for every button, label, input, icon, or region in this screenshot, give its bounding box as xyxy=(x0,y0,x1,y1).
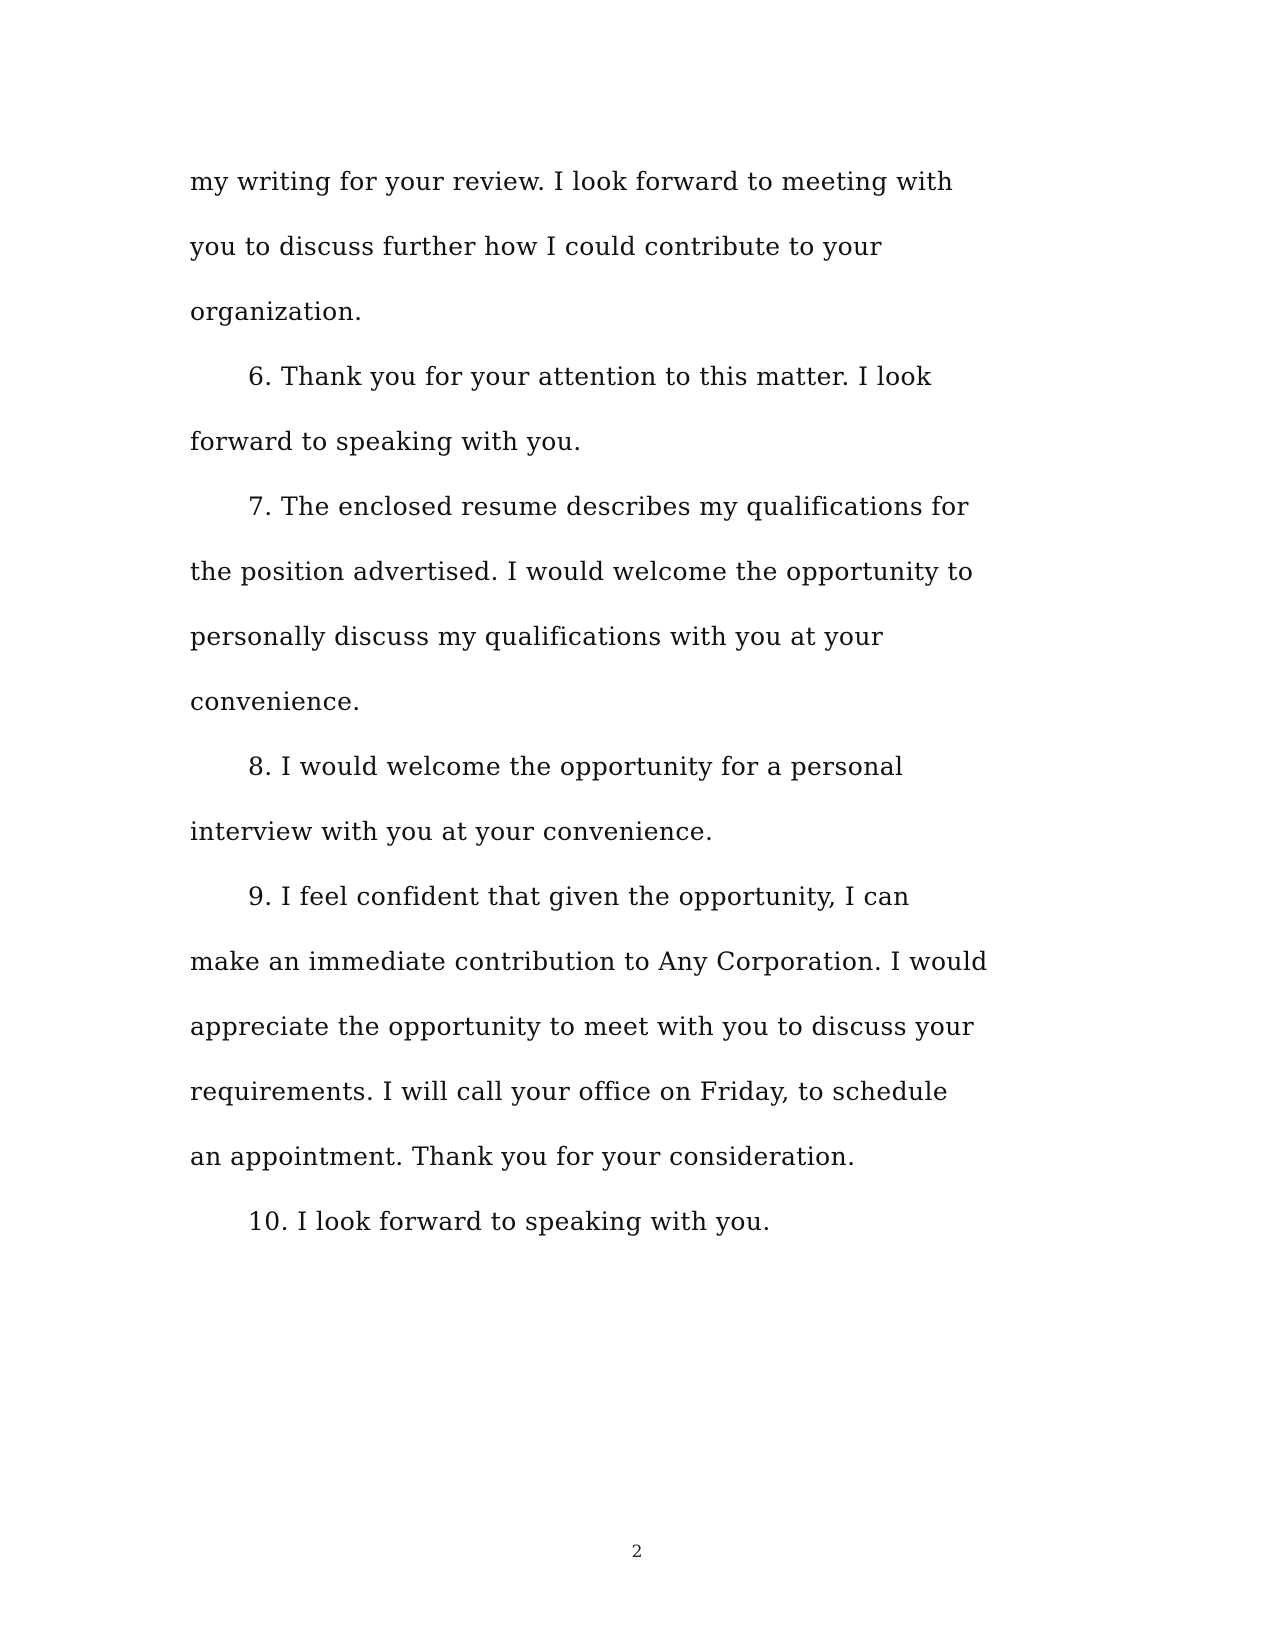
text-line: you to discuss further how I could contribute to your xyxy=(190,232,882,261)
text-line: my writing for your review. I look forward to meeting with xyxy=(190,167,954,196)
list-item-6: 6. Thank you for your attention to this matter. I look xyxy=(248,362,932,391)
list-item-9: 9. I feel confident that given the opportunity, I can xyxy=(248,882,910,911)
text-line: interview with you at your convenience. xyxy=(190,817,714,846)
text-line: requirements. I will call your office on Friday, to schedule xyxy=(190,1077,949,1106)
text-line: make an immediate contribution to Any Corporation. I would xyxy=(190,947,988,976)
text-line: appreciate the opportunity to meet with you to discuss your xyxy=(190,1012,975,1041)
text-line: personally discuss my qualifications with you at your xyxy=(190,622,884,651)
text-line: forward to speaking with you. xyxy=(190,427,582,456)
text-line: an appointment. Thank you for your consideration. xyxy=(190,1142,856,1171)
text-line: the position advertised. I would welcome the opportunity to xyxy=(190,557,974,586)
list-item-8: 8. I would welcome the opportunity for a personal xyxy=(248,752,904,781)
list-item-7: 7. The enclosed resume describes my qualifications for xyxy=(248,492,969,521)
text-line: organization. xyxy=(190,297,363,326)
text-line: convenience. xyxy=(190,687,361,716)
document-body xyxy=(190,167,1090,1272)
page-number: 2 xyxy=(631,1542,643,1562)
list-item-10: 10. I look forward to speaking with you. xyxy=(248,1207,771,1236)
